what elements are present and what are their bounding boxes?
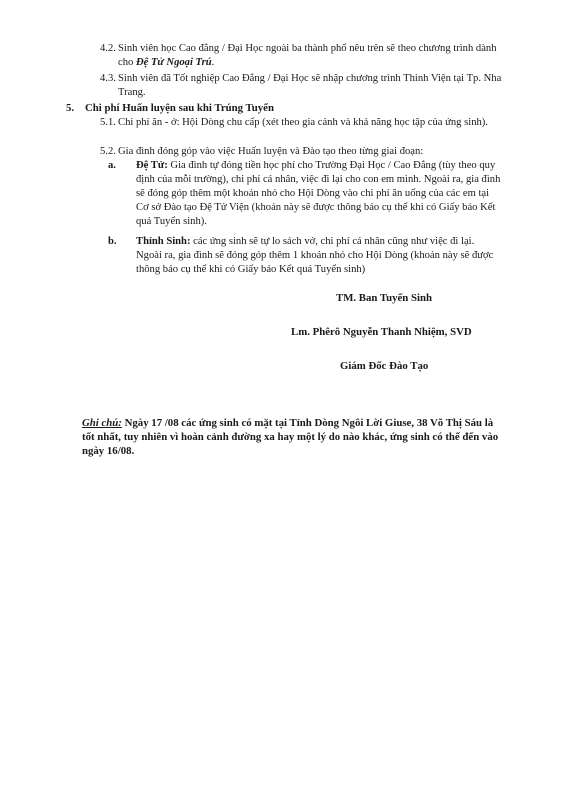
item-number: 5.2.: [100, 146, 116, 157]
item-text: Chi phí ăn - ở: Hội Dòng chu cấp (xét theo gia cảnh và khả năng học tập của ứng sinh).: [118, 117, 488, 128]
note: [82, 416, 502, 458]
signature-title: Giám Đốc Đào Tạo: [340, 360, 429, 372]
item-number: 4.3.: [100, 73, 116, 84]
item-text: [118, 42, 502, 70]
item-number: 5.1.: [100, 117, 116, 128]
signature-organization: TM. Ban Tuyển Sinh: [336, 292, 433, 304]
item-text: Gia đình đóng góp vào việc Huấn luyện và Đào tạo theo từng giai đoạn:: [118, 146, 424, 157]
item-emphasis: Đệ Tử Ngoại Trú: [135, 57, 212, 68]
item-label: Thỉnh Sinh:: [136, 236, 191, 247]
item-text-end: .: [211, 57, 215, 68]
signature-name: Lm. Phêrô Nguyễn Thanh Nhiệm, SVD: [291, 326, 472, 338]
item-label: Đệ Tử:: [136, 160, 168, 171]
item-text: [136, 159, 502, 229]
item-number: 4.2.: [100, 43, 116, 54]
item-text: Sinh viên đã Tốt nghiệp Cao Đẳng / Đại Học sẽ nhập chương trình Thỉnh Viện tại Tp. Nha Trang.: [118, 73, 502, 98]
note-text: Ngày 17 /08 các ứng sinh có mặt tại Tỉnh Dòng Ngôi Lời Giuse, 38 Võ Thị Sáu là tốt nhất, tuy nhiên vì hoàn cảnh đường xa hay một lý do nào khác, ứng sinh có thể đến vào ngày 16/08.: [82, 417, 499, 457]
section-title: Chi phí Huấn luyện sau khi Trúng Tuyển: [85, 102, 274, 114]
item-text-body: các ứng sinh sẽ tự lo sách vở, chi phí cá nhân cũng như việc đi lại. Ngoài ra, gia đình sẽ đóng góp thêm 1 khoản nhỏ cho Hội Dòng (khoản này sẽ được thông báo cụ thể khi có Giấy báo Kết quả Tuyển sinh): [136, 236, 494, 275]
note-label: Ghi chú:: [82, 417, 122, 429]
section-number: 5.: [66, 102, 75, 114]
item-text-body: Gia đình tự đóng tiền học phí cho Trường Đại Học / Cao Đẳng (tùy theo quy định của mỗi trường), chi phí cá nhân, việc đi lại cho con em mình. Ngoài ra, gia đình sẽ đóng góp thêm một khoản nhỏ cho Hội Dòng vào chi phí ăn uống của các em tại Cơ sở Đào tạo Đệ Tử Viện (khoản này sẽ được thông báo cụ thể khi có Giấy báo Kết quả Tuyển sinh).: [136, 160, 501, 227]
item-text: [136, 235, 502, 277]
item-letter: a.: [108, 160, 116, 171]
item-letter: b.: [108, 236, 117, 247]
item-text-body: Sinh viên học Cao đẳng / Đại Học ngoài ba thành phố nêu trên sẽ theo chương trình dành cho: [118, 43, 497, 68]
